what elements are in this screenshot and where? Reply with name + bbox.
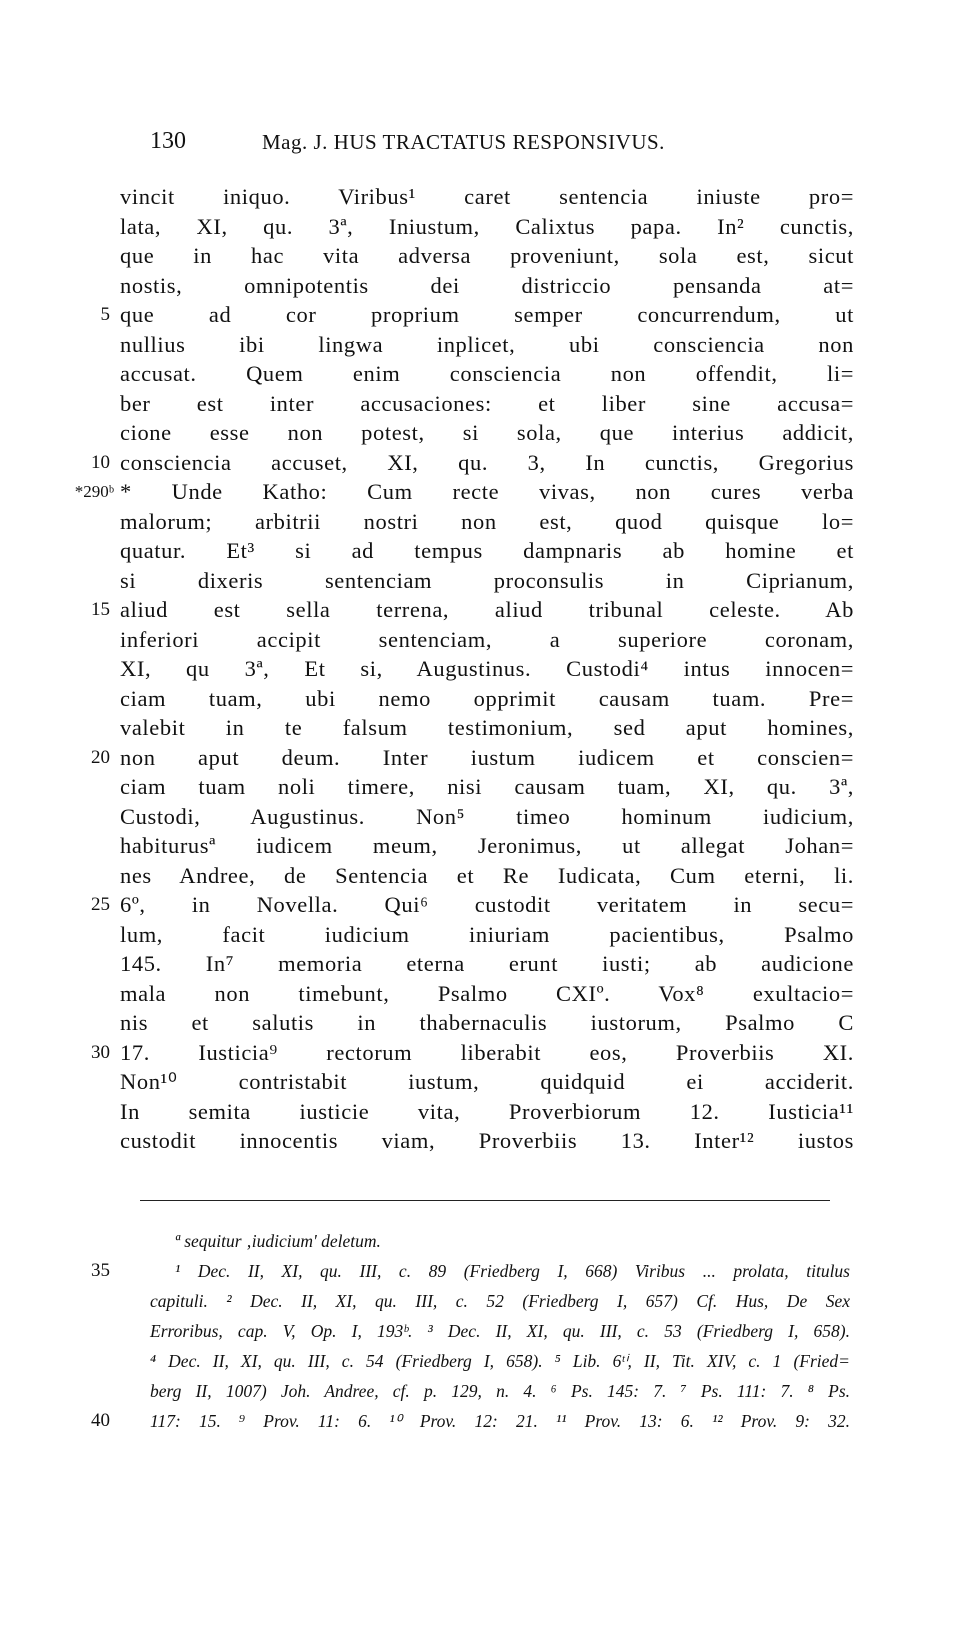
line-number: 30 <box>91 1041 110 1063</box>
line-text: mala non timebunt, Psalmo CXIº. Vox⁸ exultacio= <box>120 980 854 1006</box>
text-line <box>0 684 960 714</box>
line-text: habiturusª iudicem meum, Jeronimus, ut allegat Johan= <box>120 833 854 858</box>
folio-marker: *290ᵇ <box>74 482 114 501</box>
text-line <box>0 949 960 979</box>
line-text: 17. Iusticia⁹ rectorum liberabit eos, Proverbiis XI. <box>120 1039 854 1065</box>
line-number: 40 <box>91 1410 110 1431</box>
footnote-line <box>0 1286 960 1316</box>
text-line <box>0 300 960 330</box>
line-number: 15 <box>91 599 110 620</box>
footnote-text: berg II, 1007) Joh. Andree, cf. p. 129, n. 4. ⁶ Ps. 145: 7. ⁷ Ps. 111: 7. ⁸ Ps. <box>150 1381 850 1401</box>
line-text: que ad cor proprium semper concurrendum, ut <box>120 302 854 327</box>
footnotes <box>0 1226 960 1436</box>
line-text: ber est inter accusaciones: et liber sine accusa= <box>120 390 854 416</box>
text-line <box>0 1126 960 1156</box>
line-text: custodit innocentis viam, Proverbiis 13. Inter¹² iustos <box>120 1128 854 1153</box>
line-text: ciam tuam noli timere, nisi causam tuam, XI, qu. 3ª, <box>120 774 854 799</box>
text-line <box>0 654 960 684</box>
line-text: * Unde Katho: Cum recte vivas, non cures verba <box>120 479 854 504</box>
text-line <box>0 536 960 566</box>
line-text: aliud est sella terrena, aliud tribunal celeste. Ab <box>120 597 854 622</box>
text-line <box>0 920 960 950</box>
line-text: si dixeris sentenciam proconsulis in Ciprianum, <box>120 567 854 593</box>
line-text: nis et salutis in thabernaculis iustorum, Psalmo C <box>120 1010 854 1035</box>
line-text: nes Andree, de Sentencia et Re Iudicata, Cum eterni, li. <box>120 862 854 888</box>
text-line <box>0 625 960 655</box>
line-text: 145. In⁷ memoria eterna erunt iusti; ab audicione <box>120 951 854 976</box>
line-text: ciam tuam, ubi nemo opprimit causam tuam. Pre= <box>120 685 854 711</box>
text-line <box>0 330 960 360</box>
line-text: cione esse non potest, si sola, que interius addicit, <box>120 420 854 445</box>
footnote-line <box>0 1346 960 1376</box>
footnote-text: Erroribus, cap. V, Op. I, 193ᵇ. ³ Dec. II, XI, qu. III, c. 53 (Friedberg I, 658). <box>150 1321 850 1341</box>
line-text: nostis, omnipotentis dei districcio pensanda at= <box>120 272 854 298</box>
line-text: XI, qu 3ª, Et si, Augustinus. Custodi⁴ intus innocen= <box>120 656 854 681</box>
footnote-text: ª sequitur ‚iudicium' deletum. <box>175 1231 381 1251</box>
text-line <box>0 359 960 389</box>
line-text: accusat. Quem enim consciencia non offendit, li= <box>120 361 854 386</box>
line-text: quatur. Et³ si ad tempus dampnaris ab homine et <box>120 538 854 563</box>
text-line <box>0 802 960 832</box>
line-text: que in hac vita adversa proveniunt, sola est, sicut <box>120 243 854 268</box>
footnote-divider <box>140 1200 830 1201</box>
line-text: inferiori accipit sentenciam, a superiore coronam, <box>120 626 854 652</box>
page-number: 130 <box>150 128 186 154</box>
line-number: 5 <box>100 304 110 325</box>
text-line <box>0 772 960 802</box>
text-line <box>0 566 960 596</box>
line-text: consciencia accuset, XI, qu. 3, In cunctis, Gregorius <box>120 449 854 475</box>
line-text: 6º, in Novella. Qui⁶ custodit veritatem in secu= <box>120 892 854 917</box>
text-line <box>0 389 960 419</box>
footnote-text: ¹ Dec. II, XI, qu. III, c. 89 (Friedberg I, 668) Viribus ... prolata, titulus <box>175 1261 850 1281</box>
footnote-line <box>0 1226 960 1256</box>
text-line <box>0 743 960 773</box>
footnote-line <box>0 1316 960 1346</box>
text-line <box>0 418 960 448</box>
line-text: In semita iusticie vita, Proverbiorum 12. Iusticia¹¹ <box>120 1098 854 1124</box>
line-text: valebit in te falsum testimonium, sed aput homines, <box>120 715 854 740</box>
text-line <box>0 595 960 625</box>
footnote-line <box>0 1406 960 1436</box>
line-number: 10 <box>91 451 110 473</box>
footnote-line <box>0 1376 960 1406</box>
footnote-line <box>0 1256 960 1286</box>
line-text: vincit iniquo. Viribus¹ caret sentencia iniuste pro= <box>120 184 854 209</box>
text-line <box>0 212 960 242</box>
text-line <box>0 448 960 478</box>
text-line <box>0 271 960 301</box>
text-line <box>0 979 960 1009</box>
text-line <box>0 241 960 271</box>
line-number: 20 <box>91 746 110 768</box>
main-text <box>0 182 960 1156</box>
line-text: Custodi, Augustinus. Non⁵ timeo hominum iudicium, <box>120 803 854 829</box>
text-line <box>0 182 960 212</box>
line-text: non aput deum. Inter iustum iudicem et conscien= <box>120 744 854 770</box>
text-line <box>0 1097 960 1127</box>
text-line <box>0 831 960 861</box>
text-line <box>0 1038 960 1068</box>
page-header <box>150 128 850 160</box>
footnote-text: ⁴ Dec. II, XI, qu. III, c. 54 (Friedberg I, 658). ⁵ Lib. 6ᵗⁱ, II, Tit. XIV, c. 1 (Fried= <box>150 1351 850 1371</box>
line-text: Non¹⁰ contristabit iustum, quidquid ei acciderit. <box>120 1069 854 1094</box>
line-text: lata, XI, qu. 3ª, Iniustum, Calixtus papa. In² cunctis, <box>120 213 854 239</box>
text-line <box>0 1067 960 1097</box>
footnote-text: 117: 15. ⁹ Prov. 11: 6. ¹⁰ Prov. 12: 21. ¹¹ Prov. 13: 6. ¹² Prov. 9: 32. <box>150 1411 850 1431</box>
line-number: 25 <box>91 894 110 915</box>
line-text: malorum; arbitrii nostri non est, quod quisque lo= <box>120 508 854 534</box>
text-line <box>0 890 960 920</box>
line-text: nullius ibi lingwa inplicet, ubi consciencia non <box>120 331 854 357</box>
line-text: lum, facit iudicium iniuriam pacientibus, Psalmo <box>120 921 854 947</box>
text-line <box>0 713 960 743</box>
line-number: 35 <box>91 1260 110 1281</box>
text-line <box>0 861 960 891</box>
text-line <box>0 507 960 537</box>
footnote-text: capituli. ² Dec. II, XI, qu. III, c. 52 (Friedberg I, 657) Cf. Hus, De Sex <box>150 1291 850 1311</box>
text-line <box>0 1008 960 1038</box>
running-title: Mag. J. HUS TRACTATUS RESPONSIVUS. <box>262 130 665 154</box>
text-line <box>0 477 960 507</box>
